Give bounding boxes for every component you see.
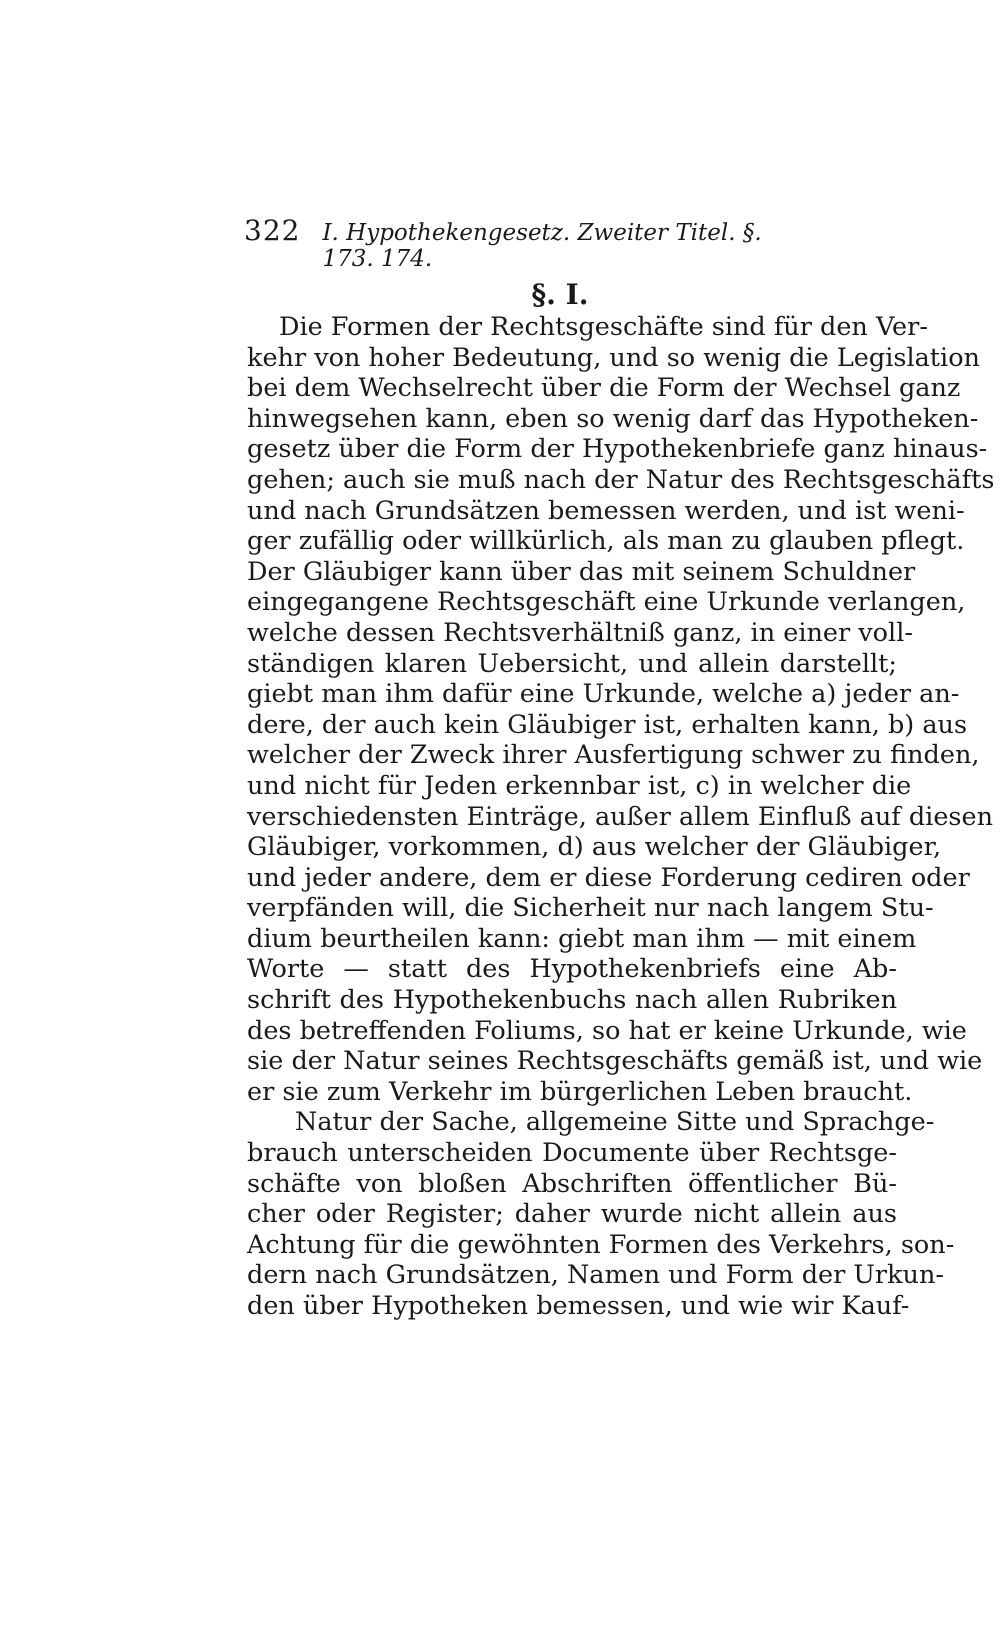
text-line: und nicht für Jeden erkennbar ist, c) in welcher die bbox=[247, 770, 912, 801]
text-line: giebt man ihm dafür eine Urkunde, welche a) jeder an- bbox=[247, 679, 960, 710]
text-line: dern nach Grundsätzen, Namen und Form der Urkun- bbox=[247, 1260, 945, 1291]
text-line: welche dessen Rechtsverhältniß ganz, in einer voll- bbox=[247, 617, 913, 648]
text-line: Achtung für die gewöhnten Formen des Verkehrs, son- bbox=[247, 1229, 955, 1260]
text-line: schäfte von bloßen Abschriften öffentlicher Bü- bbox=[247, 1168, 897, 1199]
text-line: sie der Natur seines Rechtsgeschäfts gemäß ist, und wie bbox=[247, 1046, 983, 1077]
text-line: und jeder andere, dem er diese Forderung cediren oder bbox=[247, 862, 970, 893]
running-head: I. Hypothekengesetz. Zweiter Titel. §. 173. 174. bbox=[322, 220, 762, 272]
text-line: eingegangene Rechtsgeschäft eine Urkunde verlangen, bbox=[247, 587, 966, 618]
text-line: brauch unterscheiden Documente über Rechtsge- bbox=[247, 1138, 897, 1169]
paragraph-1 bbox=[247, 312, 995, 1107]
text-line: dere, der auch kein Gläubiger ist, erhalten kann, b) aus bbox=[247, 709, 968, 740]
text-line: Worte — statt des Hypothekenbriefs eine Ab- bbox=[247, 954, 897, 985]
text-line: des betreffenden Foliums, so hat er keine Urkunde, wie bbox=[247, 1015, 967, 1046]
text-line: und nach Grundsätzen bemessen werden, und ist weni- bbox=[247, 495, 965, 526]
text-line: ger zufällig oder willkürlich, als man zu glauben pflegt. bbox=[247, 526, 965, 557]
text-line: schrift des Hypothekenbuchs nach allen Rubriken bbox=[247, 985, 897, 1016]
text-line: Natur der Sache, allgemeine Sitte und Sprachge- bbox=[295, 1107, 935, 1138]
text-line: er sie zum Verkehr im bürgerlichen Leben braucht. bbox=[247, 1076, 913, 1107]
text-line: verschiedensten Einträge, außer allem Einfluß auf diesen bbox=[247, 801, 994, 832]
section-heading: §. I. bbox=[531, 278, 589, 311]
text-line: gehen; auch sie muß nach der Natur des Rechtsgeschäfts bbox=[247, 464, 995, 495]
paragraph-2 bbox=[247, 1107, 955, 1321]
text-line: Gläubiger, vorkommen, d) aus welcher der Gläubiger, bbox=[247, 832, 942, 863]
text-line: welcher der Zweck ihrer Ausfertigung schwer zu finden, bbox=[247, 740, 980, 771]
text-line: bei dem Wechselrecht über die Form der Wechsel ganz bbox=[247, 373, 961, 404]
page-number: 322 bbox=[244, 214, 301, 247]
text-line: Der Gläubiger kann über das mit seinem Schuldner bbox=[247, 556, 916, 587]
text-line: gesetz über die Form der Hypothekenbriefe ganz hinaus- bbox=[247, 434, 988, 465]
page-header bbox=[244, 214, 814, 272]
text-line: verpfänden will, die Sicherheit nur nach langem Stu- bbox=[247, 893, 934, 924]
text-line: cher oder Register; daher wurde nicht allein aus bbox=[247, 1199, 897, 1230]
text-line: dium beurtheilen kann: giebt man ihm — mit einem bbox=[247, 923, 917, 954]
text-line: Die Formen der Rechtsgeschäfte sind für den Ver- bbox=[279, 312, 928, 342]
text-line: den über Hypotheken bemessen, und wie wir Kauf- bbox=[247, 1291, 910, 1321]
text-line: kehr von hoher Bedeutung, und so wenig die Legislation bbox=[247, 342, 980, 373]
text-line: ständigen klaren Uebersicht, und allein darstellt; bbox=[247, 648, 897, 679]
text-line: hinwegsehen kann, eben so wenig darf das Hypotheken- bbox=[247, 403, 979, 434]
body-text bbox=[247, 312, 995, 1322]
